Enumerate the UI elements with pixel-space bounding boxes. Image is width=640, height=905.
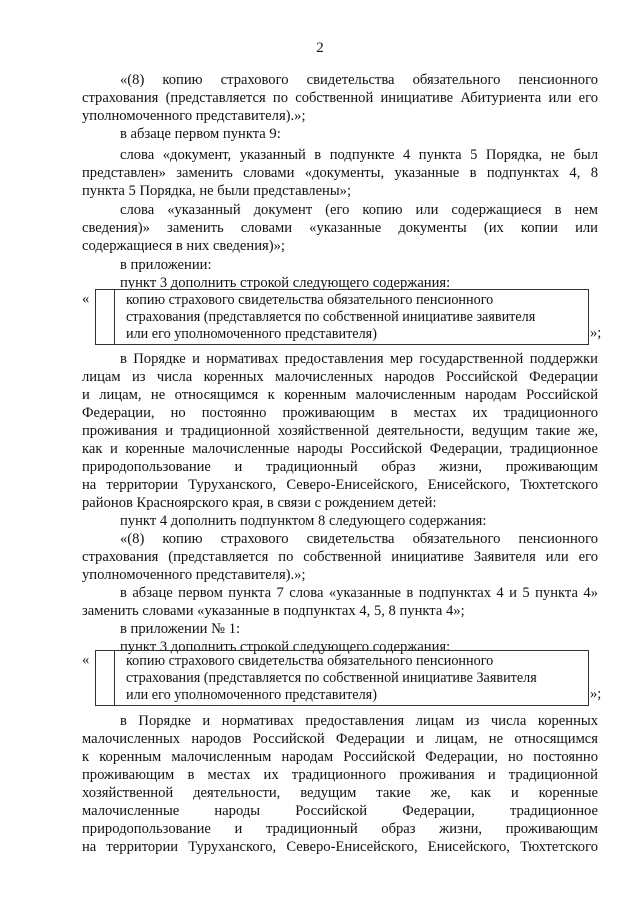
inserted-row-table: [95, 289, 589, 345]
text-line: природопользование и традиционный образ жизни, проживающим: [82, 821, 598, 837]
text-line: в Порядке и нормативах предоставления лицам из числа коренных: [120, 713, 598, 729]
text-line: на территории Туруханского, Северо-Енисейского, Енисейского, Тюхтетского: [82, 477, 598, 493]
text-line: «(8) копию страхового свидетельства обязательного пенсионного: [120, 531, 598, 547]
text-line: к коренным малочисленным народам Российской Федерации, но постоянно: [82, 749, 598, 765]
text-line: в приложении:: [120, 257, 212, 273]
text-line: малочисленные народы Российской Федерации, традиционное: [82, 803, 598, 819]
text-line: содержащиеся в них сведения)»;: [82, 238, 285, 254]
text-line: сведения)» заменить словами «указанные документы (их копии или: [82, 220, 598, 236]
text-line: уполномоченного представителя).»;: [82, 108, 306, 124]
text-line: «(8) копию страхового свидетельства обязательного пенсионного: [120, 72, 598, 88]
inserted-row-table: [95, 650, 589, 706]
text-line: пункт 3 дополнить строкой следующего содержания:: [120, 639, 451, 655]
text-line: в абзаце первом пункта 7 слова «указанные в подпунктах 4 и 5 пункта 4»: [120, 585, 598, 601]
table-cell-text: или его уполномоченного представителя): [126, 687, 377, 703]
table-cell-divider: [114, 290, 115, 344]
open-quote: «: [82, 291, 90, 307]
page-number: 2: [316, 40, 324, 56]
text-line: районов Красноярского края, в связи с рождением детей:: [82, 495, 437, 511]
open-quote: «: [82, 652, 90, 668]
close-quote: »;: [590, 325, 602, 341]
table-cell-text: копию страхового свидетельства обязательного пенсионного: [126, 653, 494, 669]
text-line: в Порядке и нормативах предоставления мер государственной поддержки: [120, 351, 598, 367]
text-line: заменить словами «указанные в подпунктах 4, 5, 8 пункта 4»;: [82, 603, 465, 619]
text-line: хозяйственной деятельности, ведущим такие же, как и коренные: [82, 785, 598, 801]
text-line: и лицам, не относящимся к коренным малочисленным народам Российской: [82, 387, 598, 403]
text-line: уполномоченного представителя).»;: [82, 567, 306, 583]
text-line: пункта 5 Порядка, не были представлены»;: [82, 183, 352, 199]
text-line: проживания и традиционной хозяйственной деятельности, ведущим такие же,: [82, 423, 598, 439]
text-line: природопользование и традиционный образ жизни, проживающим: [82, 459, 598, 475]
table-cell-text: страхования (представляется по собственной инициативе заявителя: [126, 309, 536, 325]
text-line: пункт 3 дополнить строкой следующего содержания:: [120, 275, 451, 291]
text-line: в приложении № 1:: [120, 621, 241, 637]
text-line: лицам из числа коренных малочисленных народов Российской Федерации: [82, 369, 598, 385]
text-line: страхования (представляется по собственной инициативе Абитуриента или его: [82, 90, 598, 106]
close-quote: »;: [590, 686, 602, 702]
table-cell-text: или его уполномоченного представителя): [126, 326, 377, 342]
table-cell-text: страхования (представляется по собственной инициативе Заявителя: [126, 670, 537, 686]
text-line: проживающим в местах их традиционного проживания и традиционной: [82, 767, 598, 783]
text-line: на территории Туруханского, Северо-Енисейского, Енисейского, Тюхтетского: [82, 839, 598, 855]
table-cell-text: копию страхового свидетельства обязательного пенсионного: [126, 292, 494, 308]
text-line: слова «указанный документ (его копию или содержащиеся в нем: [120, 202, 598, 218]
text-line: малочисленных народов Российской Федерации и лицам, не относящимся: [82, 731, 598, 747]
text-line: как и коренные малочисленные народы Российской Федерации, традиционное: [82, 441, 598, 457]
text-line: пункт 4 дополнить подпунктом 8 следующего содержания:: [120, 513, 487, 529]
text-line: представлен» заменить словами «документы, указанные в подпунктах 4, 8: [82, 165, 598, 181]
text-line: слова «документ, указанный в подпункте 4 пункта 5 Порядка, не был: [120, 147, 598, 163]
text-line: страхования (представляется по собственной инициативе Заявителя или его: [82, 549, 598, 565]
text-line: в абзаце первом пункта 9:: [120, 126, 281, 142]
text-line: Федерации, но постоянно проживающим в местах их традиционного: [82, 405, 598, 421]
table-cell-divider: [114, 651, 115, 705]
